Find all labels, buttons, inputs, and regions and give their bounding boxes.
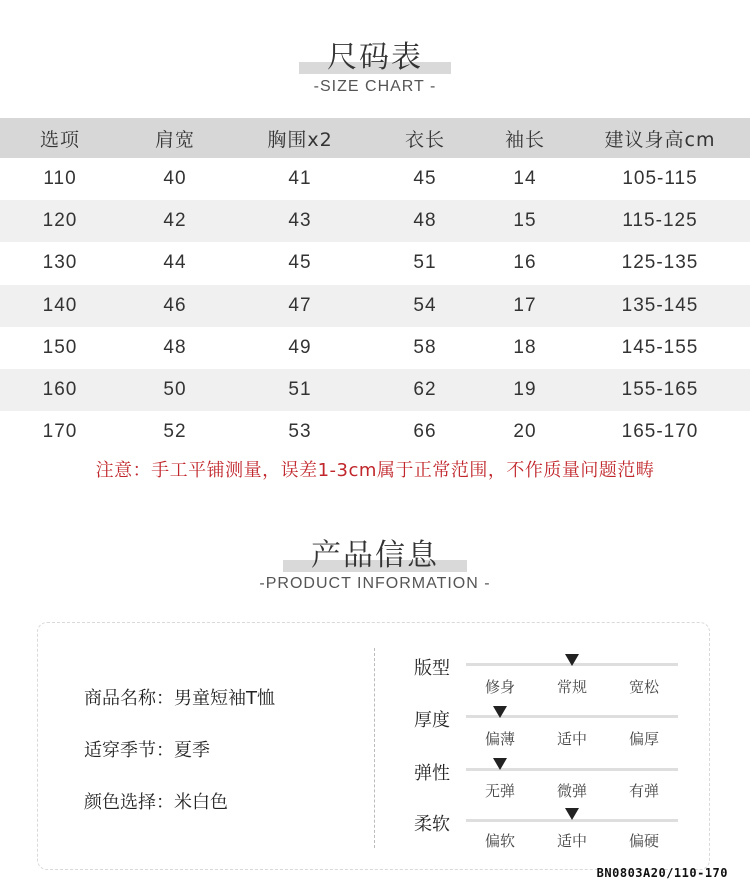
attribute-option: 偏厚 <box>628 730 659 748</box>
table-cell: 160 <box>0 369 120 411</box>
size-chart-title: 尺码表 <box>327 40 423 75</box>
table-cell: 53 <box>288 421 312 443</box>
table-cell: 48 <box>370 200 480 242</box>
table-cell: 46 <box>120 285 230 327</box>
table-cell: 44 <box>163 252 187 274</box>
attribute-option: 偏硬 <box>628 832 659 850</box>
table-row <box>0 158 750 200</box>
table-cell: 42 <box>120 200 230 242</box>
table-cell: 58 <box>413 336 437 358</box>
table-row <box>0 285 750 327</box>
selection-marker-icon <box>493 706 507 718</box>
attribute-option: 修身 <box>484 678 515 696</box>
table-cell: 41 <box>288 168 312 190</box>
table-cell: 51 <box>413 252 437 274</box>
header-cell: 袖长 <box>480 118 570 158</box>
product-code: BN0803A20/110-170 <box>596 866 728 880</box>
header-cell: 建议身高cm <box>570 118 750 158</box>
table-cell: 125-135 <box>621 252 699 274</box>
table-cell: 66 <box>413 421 437 443</box>
table-cell: 19 <box>480 369 570 411</box>
attribute-option: 适中 <box>556 832 587 850</box>
table-cell: 43 <box>230 200 370 242</box>
table-cell: 130 <box>42 252 78 274</box>
size-chart-title-block <box>0 32 750 76</box>
table-cell: 135-145 <box>570 285 750 327</box>
table-row <box>0 242 750 284</box>
season-line: 适穿季节：夏季 <box>84 740 210 761</box>
table-cell: 49 <box>288 336 312 358</box>
attribute-label: 弹性 <box>414 763 450 784</box>
table-cell: 47 <box>230 285 370 327</box>
table-cell: 140 <box>0 285 120 327</box>
attribute-label: 版型 <box>414 658 450 679</box>
attribute-label: 柔软 <box>414 814 450 835</box>
attribute-label: 厚度 <box>414 710 450 731</box>
attribute-option: 偏软 <box>484 832 515 850</box>
table-cell: 16 <box>513 252 537 274</box>
selection-marker-icon <box>493 758 507 770</box>
table-cell: 40 <box>163 168 187 190</box>
attribute-option: 有弹 <box>628 782 659 800</box>
table-cell: 50 <box>120 369 230 411</box>
attribute-option: 偏薄 <box>484 730 515 748</box>
table-cell: 115-125 <box>570 200 750 242</box>
size-table <box>0 118 750 453</box>
table-cell: 165-170 <box>621 421 699 443</box>
attribute-option: 适中 <box>556 730 587 748</box>
header-cell: 肩宽 <box>120 118 230 158</box>
table-cell: 110 <box>43 168 77 190</box>
table-cell: 20 <box>513 421 537 443</box>
product-info-title-block <box>0 530 750 574</box>
selection-marker-icon <box>565 808 579 820</box>
selection-marker-icon <box>565 654 579 666</box>
table-cell: 48 <box>163 336 187 358</box>
table-row <box>0 327 750 369</box>
table-row <box>0 411 750 453</box>
attribute-option: 无弹 <box>484 782 515 800</box>
info-divider <box>374 648 375 848</box>
header-cell: 胸围x2 <box>230 118 370 158</box>
table-cell: 105-115 <box>622 168 698 190</box>
size-chart-subtitle: -SIZE CHART - <box>313 78 437 95</box>
attribute-option: 宽松 <box>628 678 659 696</box>
table-cell: 62 <box>370 369 480 411</box>
table-cell: 52 <box>163 421 187 443</box>
size-table-header-row <box>0 118 750 158</box>
table-cell: 170 <box>42 421 78 443</box>
table-cell: 120 <box>0 200 120 242</box>
table-cell: 45 <box>288 252 312 274</box>
product-info-subtitle: -PRODUCT INFORMATION - <box>259 575 491 592</box>
attribute-option: 常规 <box>556 678 587 696</box>
table-cell: 14 <box>513 168 537 190</box>
header-cell: 选项 <box>0 118 120 158</box>
header-cell: 衣长 <box>370 118 480 158</box>
table-cell: 15 <box>480 200 570 242</box>
table-cell: 54 <box>370 285 480 327</box>
measurement-note: 注意：手工平铺测量，误差1-3cm属于正常范围，不作质量问题范畴 <box>95 460 655 481</box>
table-row <box>0 200 750 242</box>
table-cell: 145-155 <box>621 336 699 358</box>
table-row <box>0 369 750 411</box>
table-cell: 155-165 <box>570 369 750 411</box>
table-cell: 51 <box>230 369 370 411</box>
product-name-line: 商品名称：男童短袖T恤 <box>84 688 275 709</box>
table-cell: 18 <box>513 336 537 358</box>
color-line: 颜色选择：米白色 <box>84 792 228 813</box>
table-cell: 150 <box>42 336 78 358</box>
table-cell: 17 <box>480 285 570 327</box>
attribute-option: 微弹 <box>556 782 587 800</box>
table-cell: 45 <box>413 168 437 190</box>
product-info-title: 产品信息 <box>311 538 439 573</box>
